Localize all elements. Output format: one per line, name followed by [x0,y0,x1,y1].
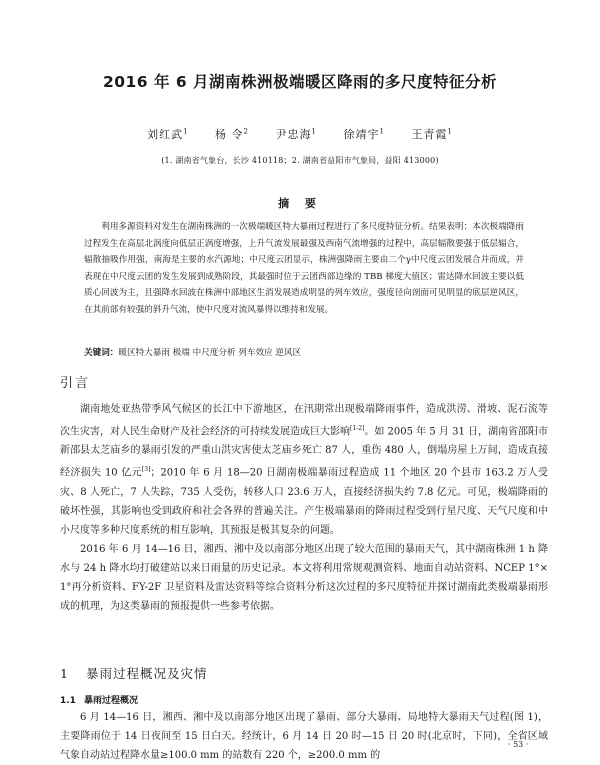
author-list [0,126,600,142]
author: 徐靖宇$^1$ [343,127,385,141]
section-1-1-body: 6 月 14—16 日，湘西、湘中及以南部分地区出现了暴雨、部分大暴雨、局地特大暴雨天气过程(图 1)，主要降雨位于 14 日夜间至 15 日白天。经统计，6 月 14 日 20 时—15 日 20 时(北京时，下同)，全省区域气象自动站过程降水量≥100.0 mm 的站数有 220 个，≥200.0 mm 的 [60,712,548,761]
author: 杨 令$^2$ [215,127,250,141]
keywords [84,345,524,361]
author: 尹忠海$^1$ [275,127,317,141]
affiliation: (1. 湖南省气象台，长沙 410118；2. 湖南省益阳市气象局，益阳 413000) [161,156,439,165]
author: 王青霞$^1$ [411,127,453,141]
subsection-heading-1-1 [60,693,138,706]
paper-title: 2016 年 6 月湖南株洲极端暖区降雨的多尺度特征分析 [102,73,498,91]
citation: [1-2] [350,425,365,432]
intro-body [60,400,548,616]
abstract-heading: 摘 要 [278,197,322,210]
page-number: · 53 · [508,740,529,749]
section-heading-1 [60,664,208,682]
author: 刘红武$^1$ [147,127,189,141]
citation: [3] [141,466,151,474]
keywords-text: 暖区特大暴雨 极端 中尺度分析 列车效应 逆风区 [118,348,302,358]
subsection-number: 1.1 [60,696,76,706]
keywords-label: 关键词： [84,348,119,358]
intro-paragraph: 2016 年 6 月 14—16 日，湘西、湘中及以南部分地区出现了较大范围的暴雨天气，其中湖南株洲 1 h 降水与 24 h 降水均打破建站以来日雨量的历史记录。本文将利用常规观测资料、地面自动站资料、NCEP 1°× 1°再分析资料、FY-2F 卫星资料及雷达资料等综合资料分析这次过程的多尺度特征并探讨湖南此类极端暴雨形成的机理，为这类暴雨的预报提供一些参考依据。 [60,543,548,612]
intro-paragraph: 湖南地处亚热带季风气候区的长江中下游地区，在汛期常出现极端降雨事件，造成洪涝、滑坡、泥石流等次生灾害，对人民生命财产及社会经济的可持续发展造成巨大影响[1-2]。如 2005 年 5 月 31 日，湖南省邵阳市新邵县太芝庙乡的暴雨引发的严重山洪灾害使太芝庙乡死亡 87 人，重伤 480 人，倒塌房屋上万间，造成直接经济损失 10 亿元[3]；2010 年 6 月 18—20 日湖南极端暴雨过程造成 11 个地区 20 个县市 163.2 万人受灾、8 人死亡，7 人失踪，735 人受伤，转移人口 23.6 万人，直接经济损失约 7.8 亿元。可见，极端降雨的破坏性强，其影响也受到政府和社会各界的普遍关注。产生极端暴雨的降雨过程受到行星尺度、天气尺度和中小尺度等多种尺度系统的相互影响，其预报是极其复杂的问题。 [60,404,549,536]
section-number: 1 [60,666,69,681]
abstract-text: 利用多源资料对发生在湖南株洲的一次极端暖区特大暴雨过程进行了多尺度特征分析。结果表明：本次极端降雨过程发生在高层北涡度向低层正涡度增强，上升气流发展最强及西南气流增强的过程中，高层辐散要强于低层辐合，辐散抽吸作用强，南海是主要的水汽源地；中尺度云团显示，株洲强降雨主要由二个γ中尺度云团发展合并而成，并表现在中尺度云团的发生发展到成熟阶段，其最强时位于云团西部边缘的 TBB 梯度大值区；雷达降水回波主要以低质心回波为主，且强降水回波在株洲中部地区生消发展造成明显的列车效应，强度径向剖面可见明显的底层逆风区，在其前部有较强的斜升气流，使中尺度对流风暴得以维持和发展。 [84,222,524,315]
section-heading-intro: 引言 [60,376,91,391]
section-title: 暴雨过程概况及灾情 [86,666,208,681]
subsection-title: 暴雨过程概况 [84,696,139,706]
